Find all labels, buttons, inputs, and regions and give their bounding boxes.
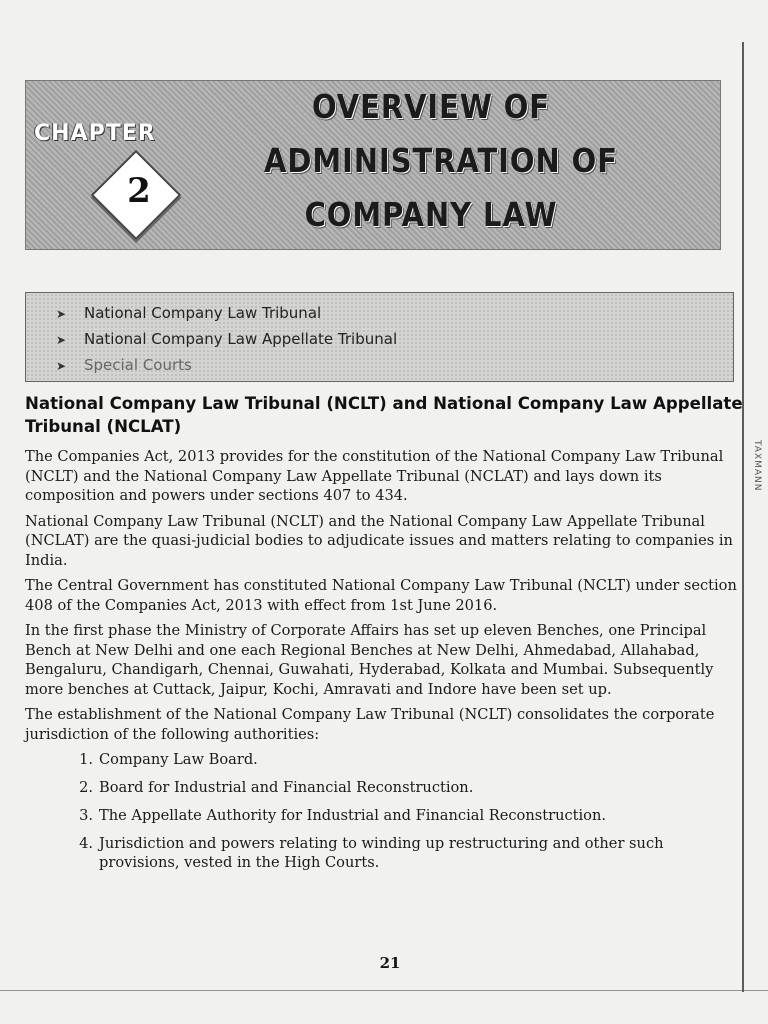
page-number: 21 xyxy=(379,954,401,972)
paragraph: In the first phase the Ministry of Corporate Affairs has set up eleven Benches, one Principal Bench at New Delhi and one each Regional Benches at New Delhi, Ahmedabad, Allahabad, Bengaluru, Chandigarh, Chennai, Guwahati, Hyderabad, Kolkata and Mumbai. Subsequently more benches at Cuttack, Jaipur, Kochi, Amravati and Indore have been set up. xyxy=(25,622,714,698)
list-item: 2. Board for Industrial and Financial Reconstruction. xyxy=(79,779,474,796)
topic-item: ➤ Special Courts xyxy=(56,353,733,379)
authorities-list xyxy=(25,750,747,872)
chapter-label: CHAPTER xyxy=(34,121,156,146)
topic-item: ➤ National Company Law Tribunal xyxy=(56,301,733,327)
paragraph: National Company Law Tribunal (NCLT) and the National Company Law Appellate Tribunal (NCLAT) are the quasi-judicial bodies to adjudicate issues and matters relating to companies in India. xyxy=(25,512,733,569)
chapter-title-line-1: OVERVIEW OF xyxy=(311,87,551,126)
chapter-number: 2 xyxy=(127,171,151,211)
chapter-topics-box xyxy=(25,292,734,382)
paragraph: The establishment of the National Company Law Tribunal (NCLT) consolidates the corporate jurisdiction of the following authorities: xyxy=(25,706,715,743)
page-edge-bottom xyxy=(0,990,768,991)
arrow-bullet-icon: ➤ xyxy=(56,359,67,373)
topic-item: ➤ National Company Law Appellate Tribunal xyxy=(56,327,733,353)
section-heading: National Company Law Tribunal (NCLT) and National Company Law Appellate Tribunal (NCLAT) xyxy=(25,394,743,436)
arrow-bullet-icon: ➤ xyxy=(56,307,67,321)
chapter-banner xyxy=(25,80,721,250)
side-margin-text: TAXMANN xyxy=(752,440,762,492)
paragraph: The Companies Act, 2013 provides for the constitution of the National Company Law Tribunal (NCLT) and the National Company Law Appellate Tribunal (NCLAT) and lays down its composition and powers under sections 407 to 434. xyxy=(25,448,724,504)
chapter-title-line-3: COMPANY LAW xyxy=(304,195,558,234)
paragraph: The Central Government has constituted National Company Law Tribunal (NCLT) under section 408 of the Companies Act, 2013 with effect from 1st June 2016. xyxy=(25,577,737,614)
list-item: 3. The Appellate Authority for Industrial and Financial Reconstruction. xyxy=(79,807,606,824)
chapter-title-line-2: ADMINISTRATION OF xyxy=(264,141,618,180)
list-item: 4. Jurisdiction and powers relating to winding up restructuring and other such provisions, vested in the High Courts. xyxy=(79,835,664,871)
section-body xyxy=(25,447,747,881)
list-item: 1. Company Law Board. xyxy=(79,751,258,768)
arrow-bullet-icon: ➤ xyxy=(56,333,67,347)
